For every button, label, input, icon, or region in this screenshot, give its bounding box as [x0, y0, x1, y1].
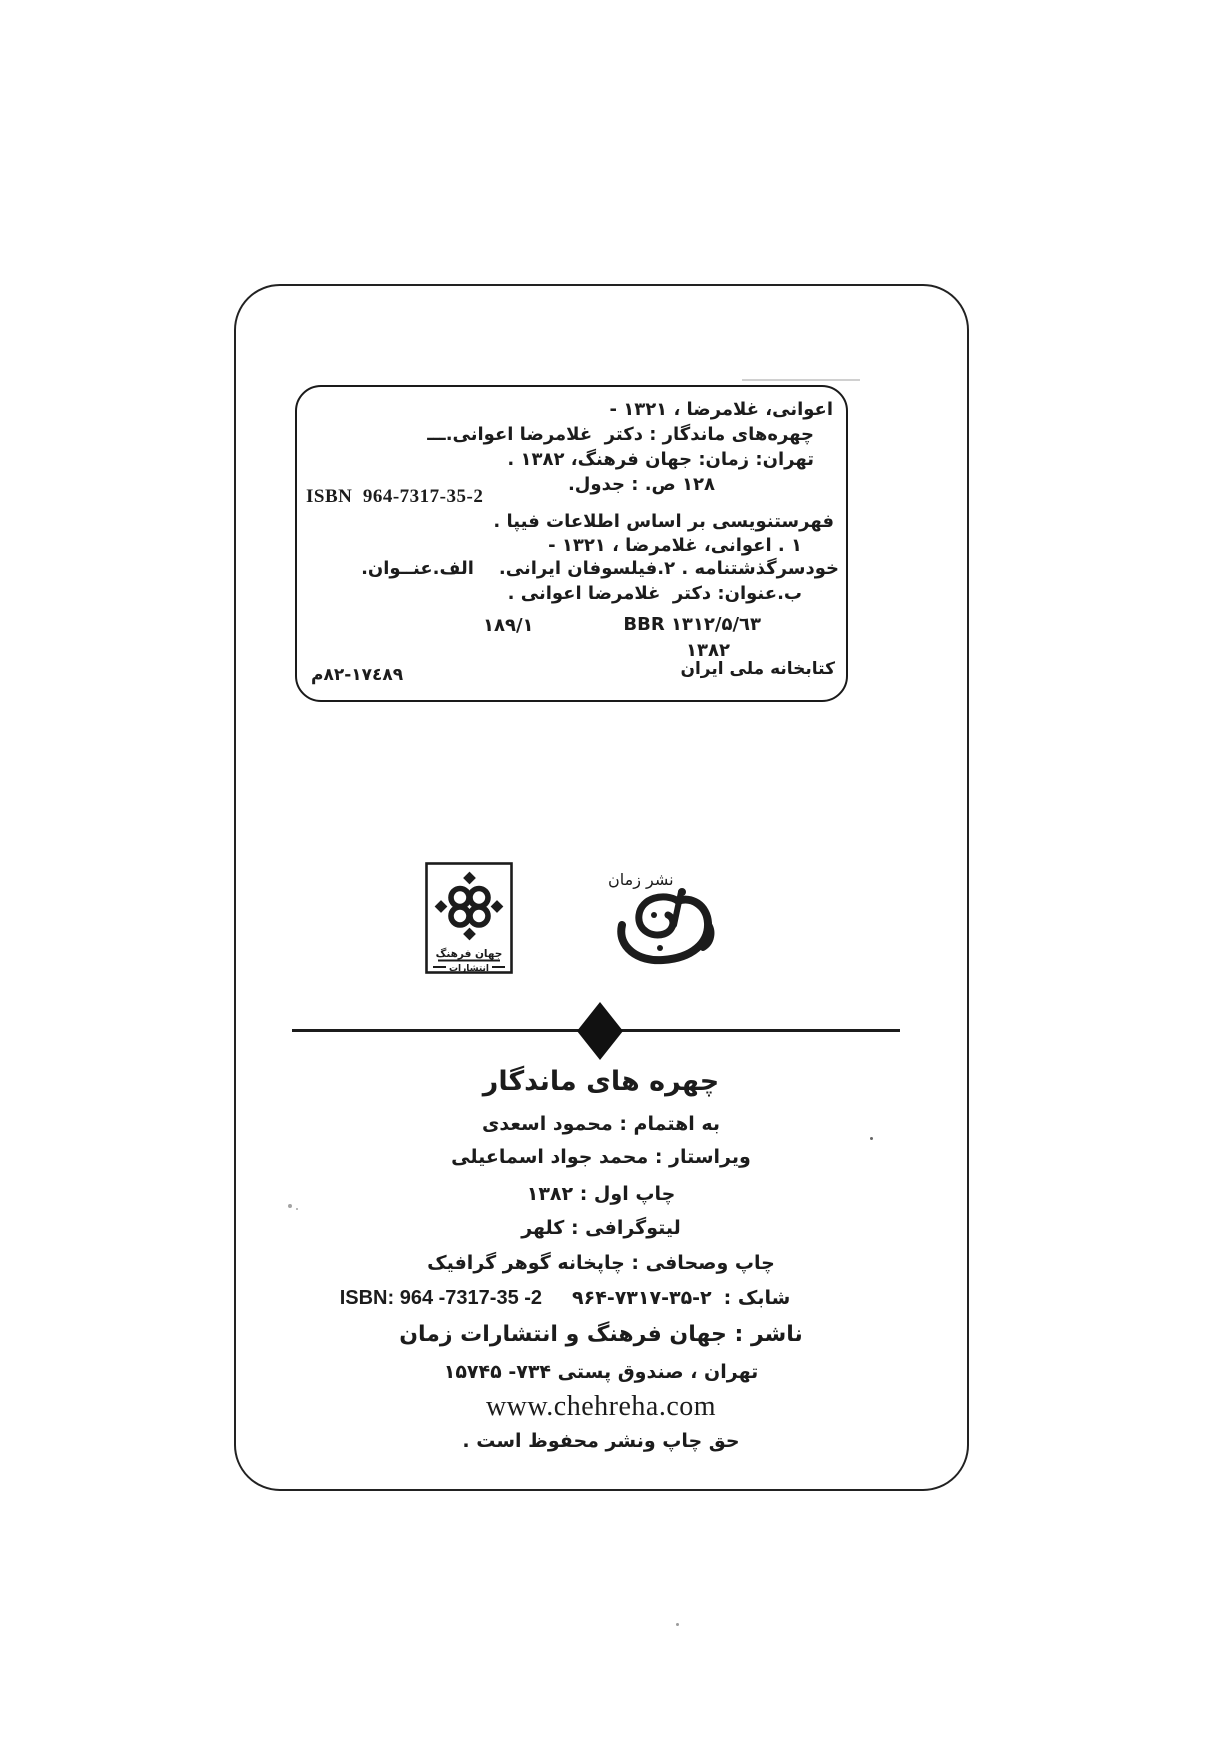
scan-artifact [742, 379, 860, 381]
zaman-calligraphy-icon [608, 870, 720, 973]
isbn-persian: ۹۶۴-۷۳۱۷-۳۵-۲ [572, 1287, 712, 1309]
printing-line: چاپ وصحافی : چاپخانه گوهر گرافیک [427, 1252, 775, 1274]
jahan-farhang-entesharat: انتشارات [449, 964, 489, 974]
cip-national-library: کتابخانه ملی ایران [680, 659, 835, 679]
lithography-line: لیتوگرافی : کلهر [521, 1217, 681, 1239]
compiled-by-line: به اهتمام : محمود اسعدی [481, 1113, 721, 1135]
cip-author-heading: اعوانی، غلامرضا ، ۱۳۲۱ - [609, 399, 833, 420]
copyright-notice: حق چاپ ونشر محفوظ است . [462, 1430, 740, 1452]
isbn-row [198, 1287, 932, 1310]
jahan-farhang-name: جهان فرهنگ [435, 948, 503, 960]
scan-speck [676, 1623, 679, 1626]
cip-isbn: ISBN 964-7317-35-2 [306, 486, 484, 507]
cip-title-statement: چهره‌های ماندگار : دکتر غلامرضا اعوانی.ـــ [427, 424, 814, 445]
scan-speck [870, 1137, 873, 1140]
website-url: www.chehreha.com [485, 1391, 717, 1422]
cip-collation: ۱۲۸ ص. : جدول. [567, 474, 715, 495]
jahan-farhang-logo-icon [425, 862, 513, 974]
cip-bibliography-number: م۸۲-۱۷٤۸۹ [311, 665, 404, 685]
cip-publication: تهران: زمان: جهان فرهنگ، ۱۳۸۲ . [507, 449, 814, 470]
cip-entry-author: ۱ . اعوانی، غلامرضا ، ۱۳۲۱ - [548, 535, 802, 556]
cip-entry-title: ب.عنوان: دکتر غلامرضا اعوانی . [507, 583, 802, 604]
scan-speck [288, 1204, 292, 1208]
editor-line: ویراستار : محمد جواد اسماعیلی [451, 1146, 751, 1168]
cip-call-year: ۱۳۸۲ [686, 640, 730, 661]
publisher-line: ناشر : جهان فرهنگ و انتشارات زمان [399, 1322, 803, 1347]
cip-entry-subjects: خودسرگذشتنامه . ۲.فیلسوفان ایرانی. الف.عنــوان. [361, 558, 839, 579]
zaman-logo-name: نشر زمان [608, 870, 674, 889]
isbn-label: شابک : [723, 1287, 791, 1309]
edition-line: چاپ اول : ۱۳۸۲ [526, 1183, 676, 1205]
cip-box [295, 385, 848, 702]
cip-dewey-number: ۱۸۹/۱ [483, 615, 534, 636]
isbn-latin: ISBN: 964 -7317-35 -2 [339, 1287, 543, 1309]
scan-speck [296, 1208, 298, 1210]
cip-call-number: BBR ۱۳۱۲/۵/٦۳ [623, 614, 761, 635]
series-title: چهره های ماندگار [482, 1066, 720, 1097]
address-line: تهران ، صندوق پستی ۷۳۴- ۱۵۷۴۵ [443, 1361, 759, 1383]
cip-cataloging-note: فهرستنویسی بر اساس اطلاعات فیپا . [493, 511, 834, 532]
